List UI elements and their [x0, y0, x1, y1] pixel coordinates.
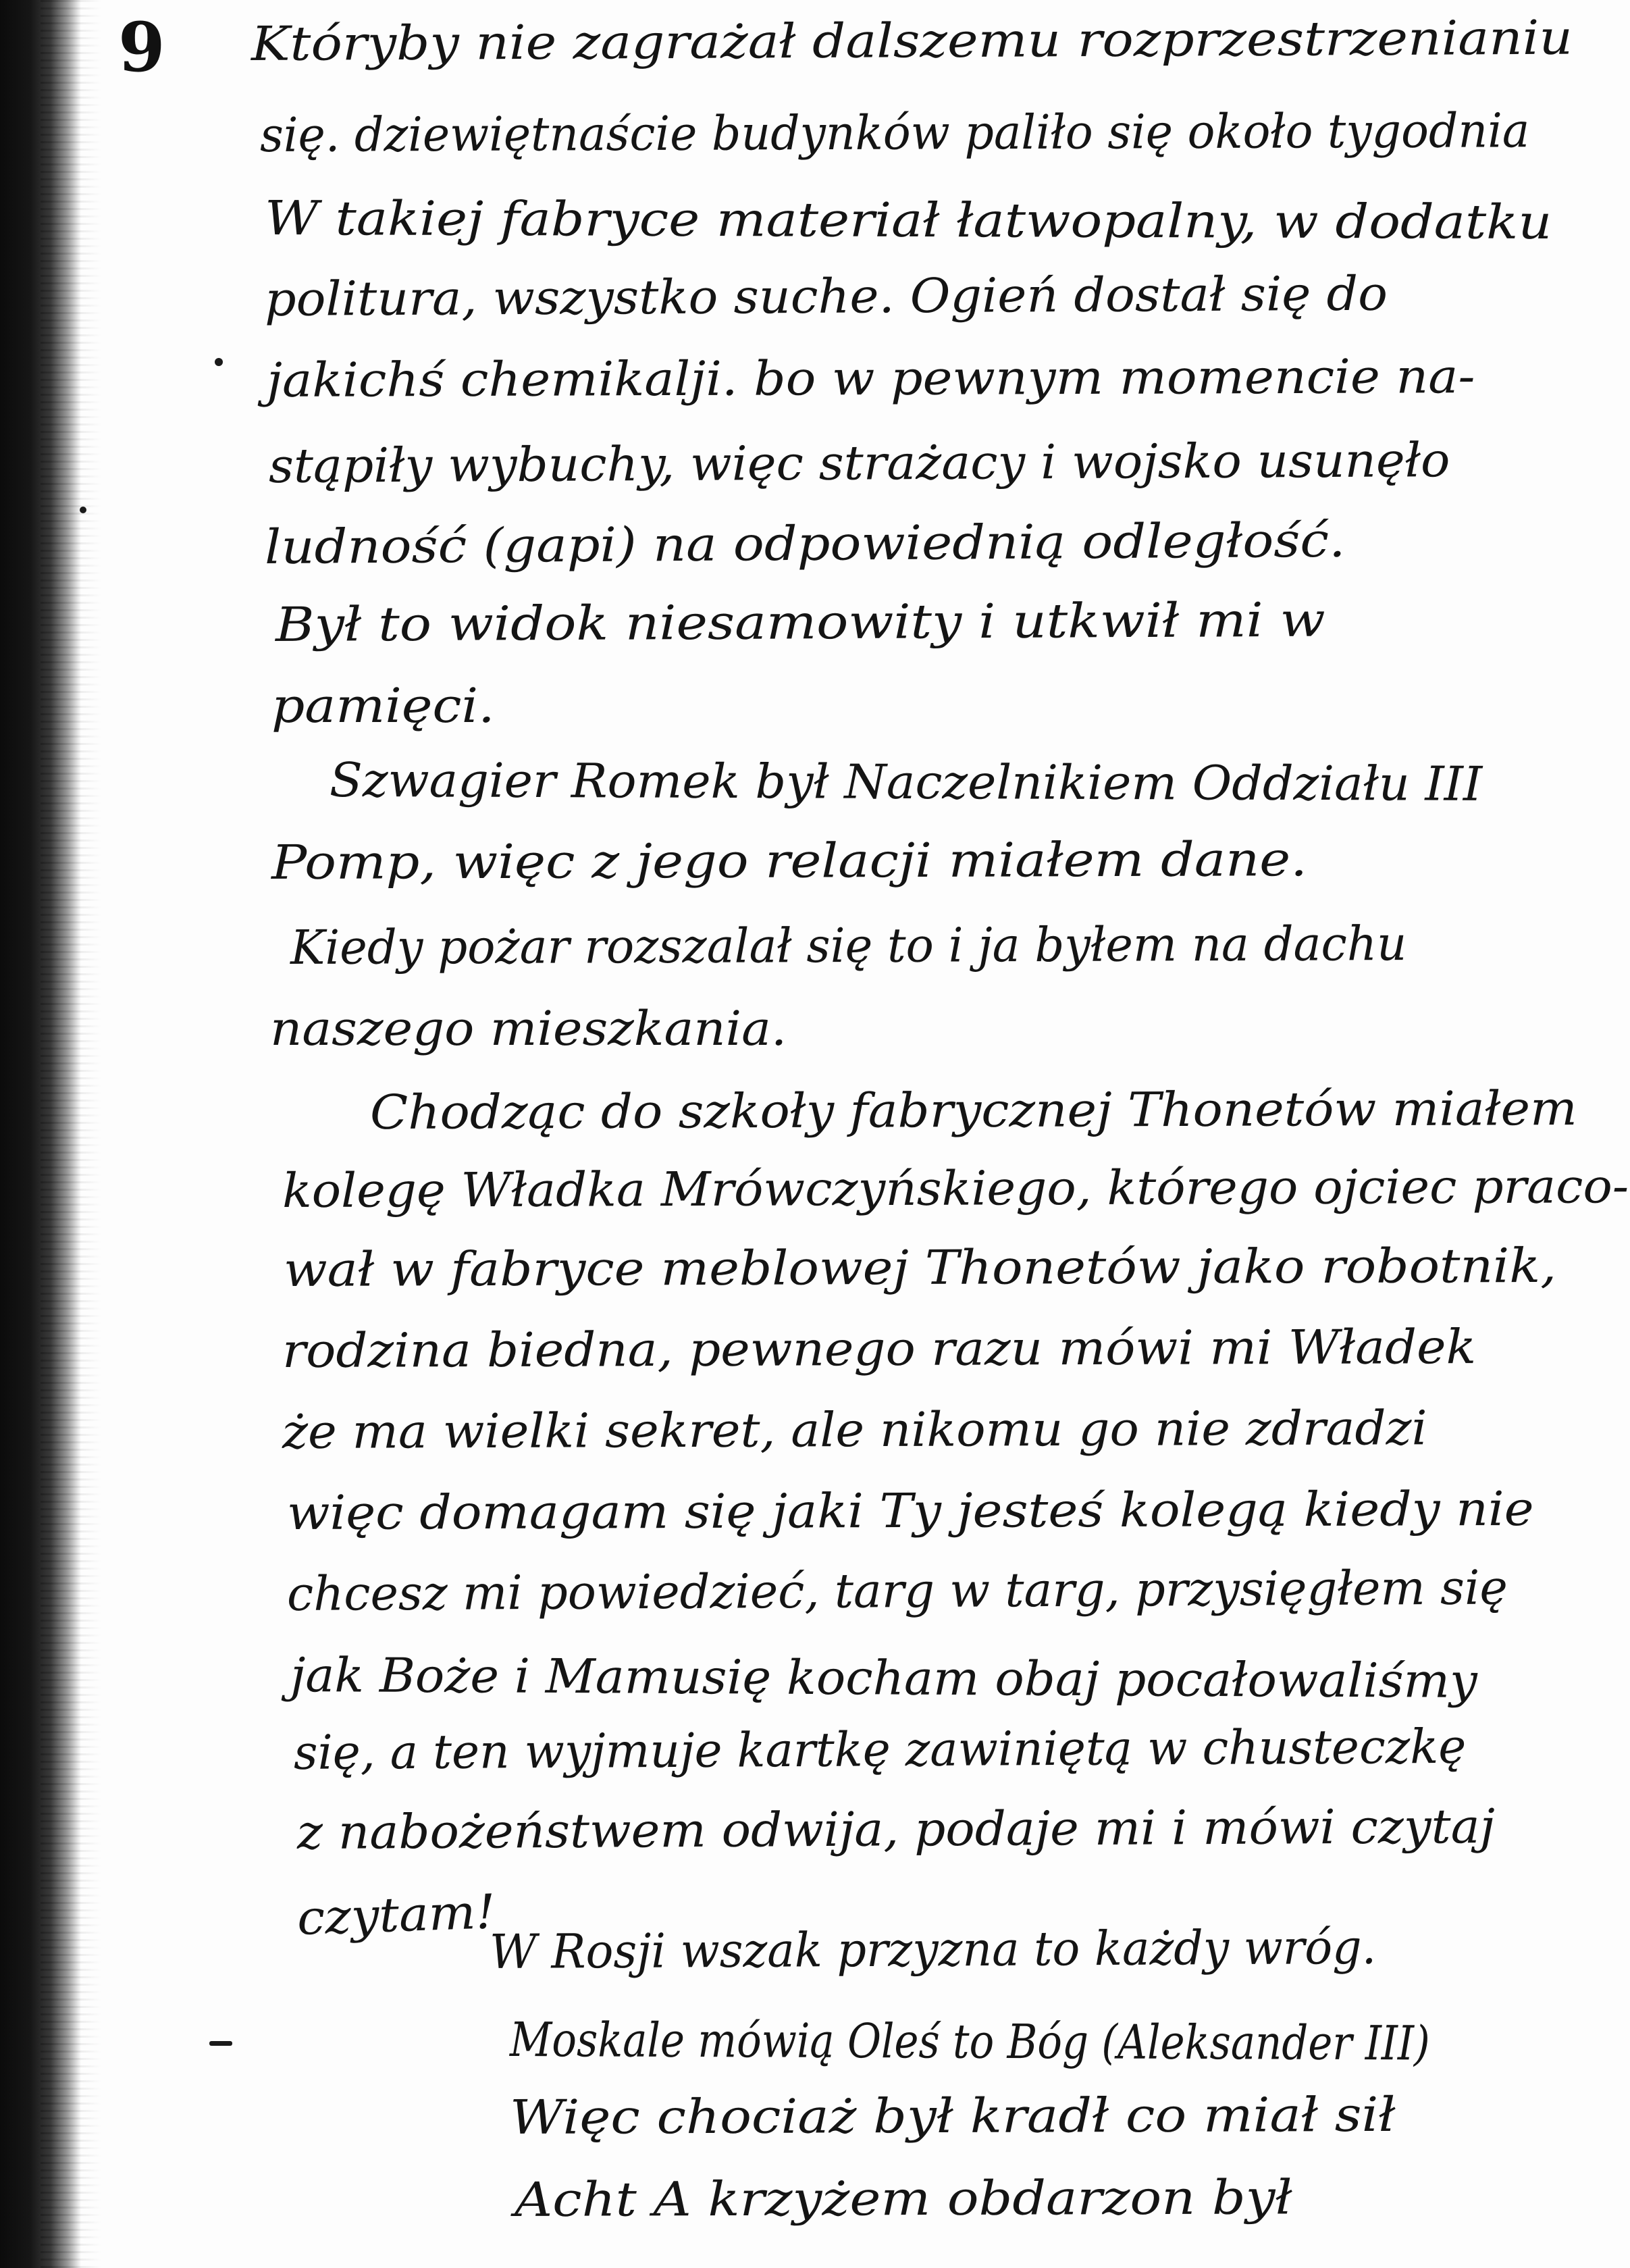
text-line: naszego mieszkania. — [270, 1001, 787, 1056]
text-line: jak Boże i Mamusię kocham obaj pocałowaliśmy — [290, 1647, 1477, 1709]
text-line: Chodząc do szkoły fabrycznej Thonetów miałem — [369, 1081, 1577, 1140]
text-line: się, a ten wyjmuje kartkę zawiniętą w chusteczkę — [293, 1718, 1467, 1780]
text-line: Moskale mówią Oleś to Bóg (Aleksander III) — [509, 2012, 1430, 2071]
text-line: Kiedy pożar rozszalał się to i ja byłem na dachu — [290, 916, 1407, 975]
text-line: pamięci. — [271, 678, 495, 733]
text-line: Acht A krzyżem obdarzon był — [514, 2169, 1292, 2227]
text-line: rodzina biedna, pewnego razu mówi mi Władek — [282, 1319, 1477, 1378]
text-line: Więc chociaż był kradł co miał sił — [509, 2086, 1396, 2145]
text-line: Był to widok niesamowity i utkwił mi w — [275, 592, 1325, 652]
text-line: czytam! — [296, 1884, 497, 1946]
text-line: więc domagam się jaki Ty jesteś kolegą kiedy nie — [286, 1480, 1534, 1541]
text-line: stąpiły wybuchy, więc strażacy i wojsko usunęło — [268, 432, 1450, 494]
text-line: z nabożeństwem odwija, podaje mi i mówi czytaj — [296, 1798, 1496, 1860]
text-line: jakichś chemikalji. bo w pewnym momencie na- — [266, 349, 1475, 408]
text-line: się. dziewiętnaście budynków paliło się około tygodnia — [259, 103, 1530, 163]
text-line: ludność (gapi) na odpowiednią odległość. — [264, 512, 1346, 575]
text-line: kolegę Władka Mrówczyńskiego, którego ojciec praco- — [282, 1158, 1629, 1218]
text-line: wał w fabryce meblowej Thonetów jako robotnik, — [283, 1237, 1557, 1297]
text-line: Któryby nie zagrażał dalszemu rozprzestrzenianiu — [251, 9, 1573, 72]
page-number: 9 — [118, 7, 165, 87]
text-line: chcesz mi powiedzieć, targ w targ, przysięgłem się — [286, 1560, 1508, 1622]
text-line: W Rosji wszak przyzna to każdy wróg. — [489, 1919, 1377, 1980]
text-line: Pomp, więc z jego relacji miałem dane. — [271, 831, 1308, 890]
text-line: W takiej fabryce materiał łatwopalny, w dodatku — [264, 190, 1552, 250]
text-line: politura, wszystko suche. Ogień dostał się do — [264, 265, 1388, 327]
text-line: że ma wielki sekret, ale nikomu go nie zdradzi — [282, 1400, 1427, 1460]
text-line: Szwagier Romek był Naczelnikiem Oddziału III — [329, 752, 1483, 812]
